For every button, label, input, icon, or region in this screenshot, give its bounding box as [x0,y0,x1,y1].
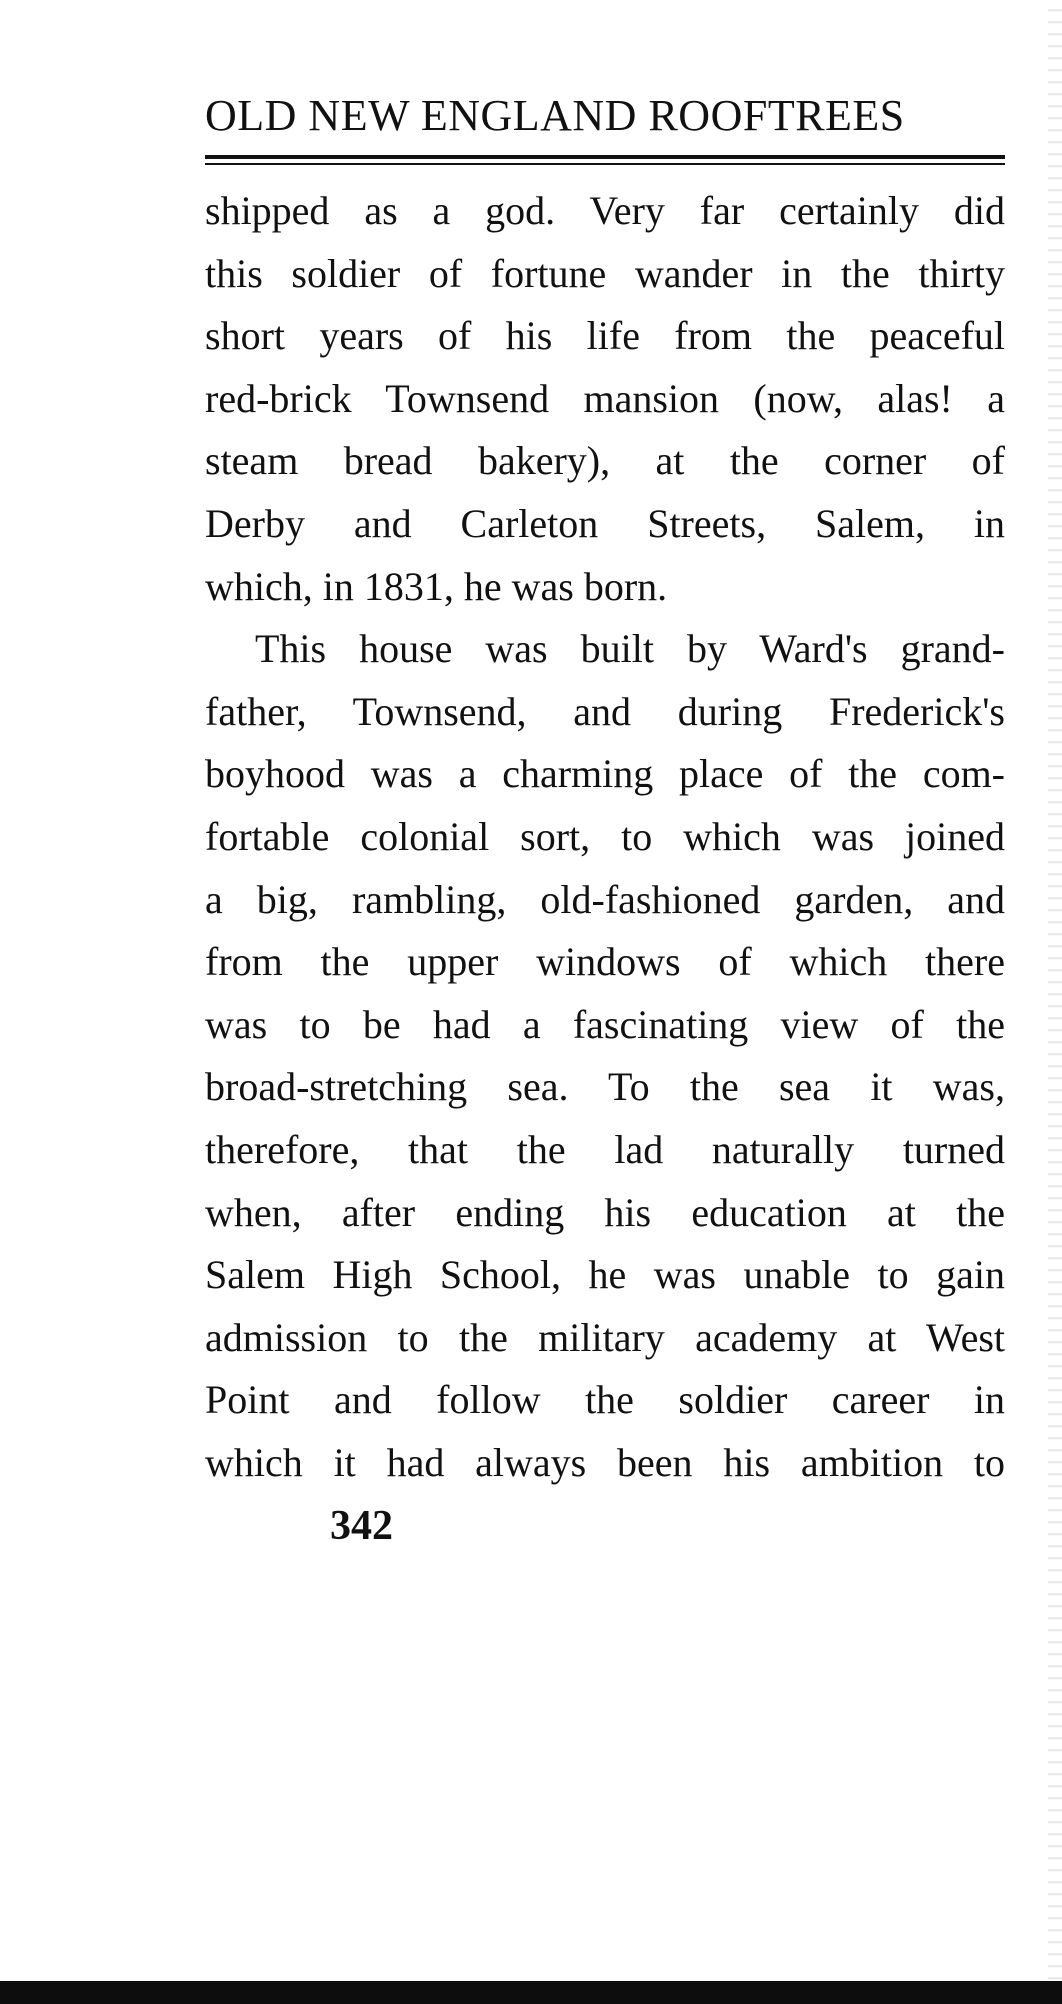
text-line: when, after ending his education at the [205,1189,1005,1235]
running-head: OLD NEW ENGLAND ROOFTREES [205,91,905,140]
page-edge-scan-noise [1048,0,1062,2004]
text-line: therefore, that the lad naturally turned [205,1126,1005,1172]
text-line: admission to the military academy at West [205,1314,1005,1360]
text-line: was to be had a fascinating view of the [205,1001,1005,1047]
text-line: shipped as a god. Very far certainly did [205,188,1005,233]
text-line: which, in 1831, he was born. [205,563,668,609]
text-line: Derby and Carleton Streets, Salem, in [205,500,1005,546]
text-line: boyhood was a charming place of the com- [205,751,1005,797]
text-line: steam bread bakery), at the corner of [205,438,1005,484]
scan-bottom-edge [0,1981,1062,2004]
header-rule-thin [205,163,1005,165]
text-line: broad-stretching sea. To the sea it was, [205,1064,1005,1110]
page-number: 342 [330,1503,393,1549]
text-line: which it had always been his ambition to [205,1439,1005,1485]
paragraph-1 [205,180,1005,618]
paragraph-2 [205,618,1005,1494]
text-line: Salem High School, he was unable to gain [205,1252,1005,1298]
text-line: father, Townsend, and during Frederick's [205,688,1005,734]
text-line: from the upper windows of which there [205,939,1005,985]
text-line: a big, rambling, old-fashioned garden, and [205,876,1005,922]
text-line: fortable colonial sort, to which was joined [205,813,1005,859]
text-line: Point and follow the soldier career in [205,1377,1005,1423]
body-text [205,180,1005,1494]
text-line: this soldier of fortune wander in the thirty [205,250,1005,296]
text-line: red-brick Townsend mansion (now, alas! a [205,375,1005,421]
text-line: This house was built by Ward's grand- [255,626,1005,672]
header-rule-thick [205,155,1005,159]
text-line: short years of his life from the peaceful [205,313,1005,359]
